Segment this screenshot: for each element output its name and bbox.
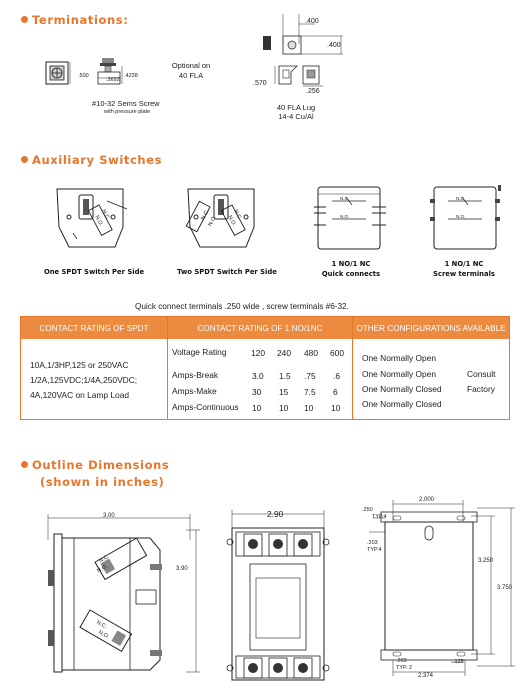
- screw-subcaption: with pressure plate: [104, 109, 151, 115]
- continuous-240: 10: [279, 403, 289, 413]
- aux2-no-label-left: N.O.: [207, 214, 218, 228]
- right-typ4b: TYP.4: [367, 547, 382, 553]
- other-config-1: One Normally Open: [362, 353, 437, 363]
- auxiliary-title: Auxiliary Switches: [21, 153, 162, 167]
- other-config-3: One Normally Closed: [362, 384, 442, 394]
- right-typ2: TYP. 2: [396, 665, 413, 671]
- optional-note-line2: 40 FLA: [178, 71, 204, 80]
- outline-subtitle: (shown in inches): [40, 475, 165, 489]
- aux-caption-1: One SPDT Switch Per Side: [43, 268, 145, 276]
- left-nc-label: N.C.: [98, 553, 111, 565]
- dim-500: .500: [78, 73, 89, 79]
- aux2-nc-label-left: N.C.: [200, 208, 211, 222]
- mid-width-dim: 2.90: [267, 509, 284, 519]
- right-203-dim: .203: [367, 540, 378, 546]
- contact-rating-table: [20, 316, 510, 420]
- aux-caption-2: Two SPDT Switch Per Side: [177, 268, 277, 276]
- right-top-dim: 2.000: [419, 497, 435, 503]
- aux-subcaption-3: Quick connects: [321, 270, 381, 278]
- bullet-icon: [21, 156, 28, 163]
- right-2374-dim: 2.374: [418, 673, 434, 679]
- optional-note-line1: Optional on: [171, 61, 211, 70]
- spdt-line-1: 10A,1/3HP,125 or 250VAC: [30, 360, 129, 370]
- spdt-line-3: 4A,120VAC on Lamp Load: [30, 390, 130, 400]
- right-3750-dim: 3.750: [497, 585, 513, 591]
- outline-mounting-view-drawing: [355, 496, 525, 686]
- row-label-make: Amps-Make: [172, 386, 217, 396]
- break-480: .75: [304, 371, 316, 381]
- other-config-4: One Normally Closed: [362, 399, 442, 409]
- aux-caption-3: 1 NO/1 NC: [331, 260, 371, 268]
- make-120: 30: [252, 387, 262, 397]
- lug-drawing: [253, 14, 353, 104]
- voltage-120: 120: [251, 348, 265, 358]
- column-divider: [167, 317, 168, 419]
- aux1-nc-label: N.C.: [100, 208, 111, 222]
- left-width-dim: 3.00: [103, 513, 115, 519]
- left-no-label: N.O.: [96, 563, 110, 575]
- right-203b-dim: .203: [396, 658, 407, 664]
- continuous-120: 10: [252, 403, 262, 413]
- header-nonc: CONTACT RATING OF 1 NO/1NC: [168, 317, 352, 339]
- lug-dim-left: .570: [253, 80, 267, 87]
- lug-dim-right: .400: [327, 42, 341, 49]
- column-divider: [352, 317, 353, 419]
- right-3250-dim: 3.250: [478, 558, 494, 564]
- bullet-icon: [21, 16, 28, 23]
- aux4-no-label: N.O.: [456, 214, 466, 219]
- right-typ4a: TYP.4: [372, 514, 387, 520]
- continuous-600: 10: [331, 403, 341, 413]
- dim-3692: .3692: [106, 77, 120, 83]
- right-250-dim: .250: [362, 507, 373, 513]
- outline-side-view-drawing: [40, 510, 200, 685]
- header-other: OTHER CONFIGURATIONS AVAILABLE: [353, 317, 509, 339]
- make-600: 6: [333, 387, 338, 397]
- other-config-2: One Normally Open: [362, 369, 437, 379]
- screw-caption: #10-32 Sems Screw: [92, 99, 160, 108]
- aux3-no-label: N.O.: [340, 214, 350, 219]
- left-height-dim: 3.90: [176, 566, 188, 572]
- left-no-label-bottom: N.O.: [97, 629, 111, 641]
- continuous-480: 10: [304, 403, 314, 413]
- row-label-continuous: Amps-Continuous: [172, 402, 239, 412]
- factory-text: Factory: [467, 384, 495, 394]
- outline-title: Outline Dimensions: [21, 458, 169, 472]
- spdt-line-2: 1/2A,125VDC;1/4A,250VDC;: [30, 375, 138, 385]
- aux-quick-connect-drawing: [314, 185, 394, 255]
- outline-front-view-drawing: [226, 508, 332, 684]
- voltage-label: Voltage Rating: [172, 347, 227, 357]
- dim-4238: .4238: [124, 73, 138, 79]
- aux-two-spdt-drawing: [186, 187, 266, 259]
- left-nc-label-bottom: N.C.: [95, 619, 108, 631]
- break-120: 3.0: [252, 371, 264, 381]
- bullet-icon: [21, 461, 28, 468]
- right-125-dim: .125: [453, 659, 464, 665]
- aux1-no-label: N.O.: [93, 214, 104, 228]
- aux-one-spdt-drawing: [55, 187, 135, 259]
- aux2-no-label-right: N.O.: [226, 214, 237, 228]
- terminal-note: Quick connect terminals .250 wide , screw terminals #6-32.: [135, 302, 349, 311]
- aux2-nc-label-right: N.C.: [232, 208, 243, 222]
- break-600: .6: [333, 371, 340, 381]
- aux-subcaption-4: Screw terminals: [433, 270, 495, 278]
- terminations-title: Terminations:: [21, 13, 128, 27]
- consult-text: Consult: [467, 369, 496, 379]
- voltage-240: 240: [277, 348, 291, 358]
- aux3-nc-label: N.C.: [340, 196, 349, 201]
- voltage-480: 480: [304, 348, 318, 358]
- lug-dim-bottom: .256: [306, 88, 320, 95]
- header-spdt: CONTACT RATING OF SPDT: [21, 317, 167, 339]
- lug-dim-top: .400: [305, 18, 319, 25]
- aux-screw-terminal-drawing: [430, 185, 510, 255]
- aux4-nc-label: N.C.: [456, 196, 465, 201]
- row-label-break: Amps-Break: [172, 370, 219, 380]
- voltage-600: 600: [330, 348, 344, 358]
- break-240: 1.5: [279, 371, 291, 381]
- make-240: 15: [279, 387, 289, 397]
- lug-subcaption: 14-4 Cu/Al: [278, 112, 314, 121]
- make-480: 7.5: [304, 387, 316, 397]
- lug-caption: 40 FLA Lug: [276, 103, 316, 112]
- aux-caption-4: 1 NO/1 NC: [444, 260, 484, 268]
